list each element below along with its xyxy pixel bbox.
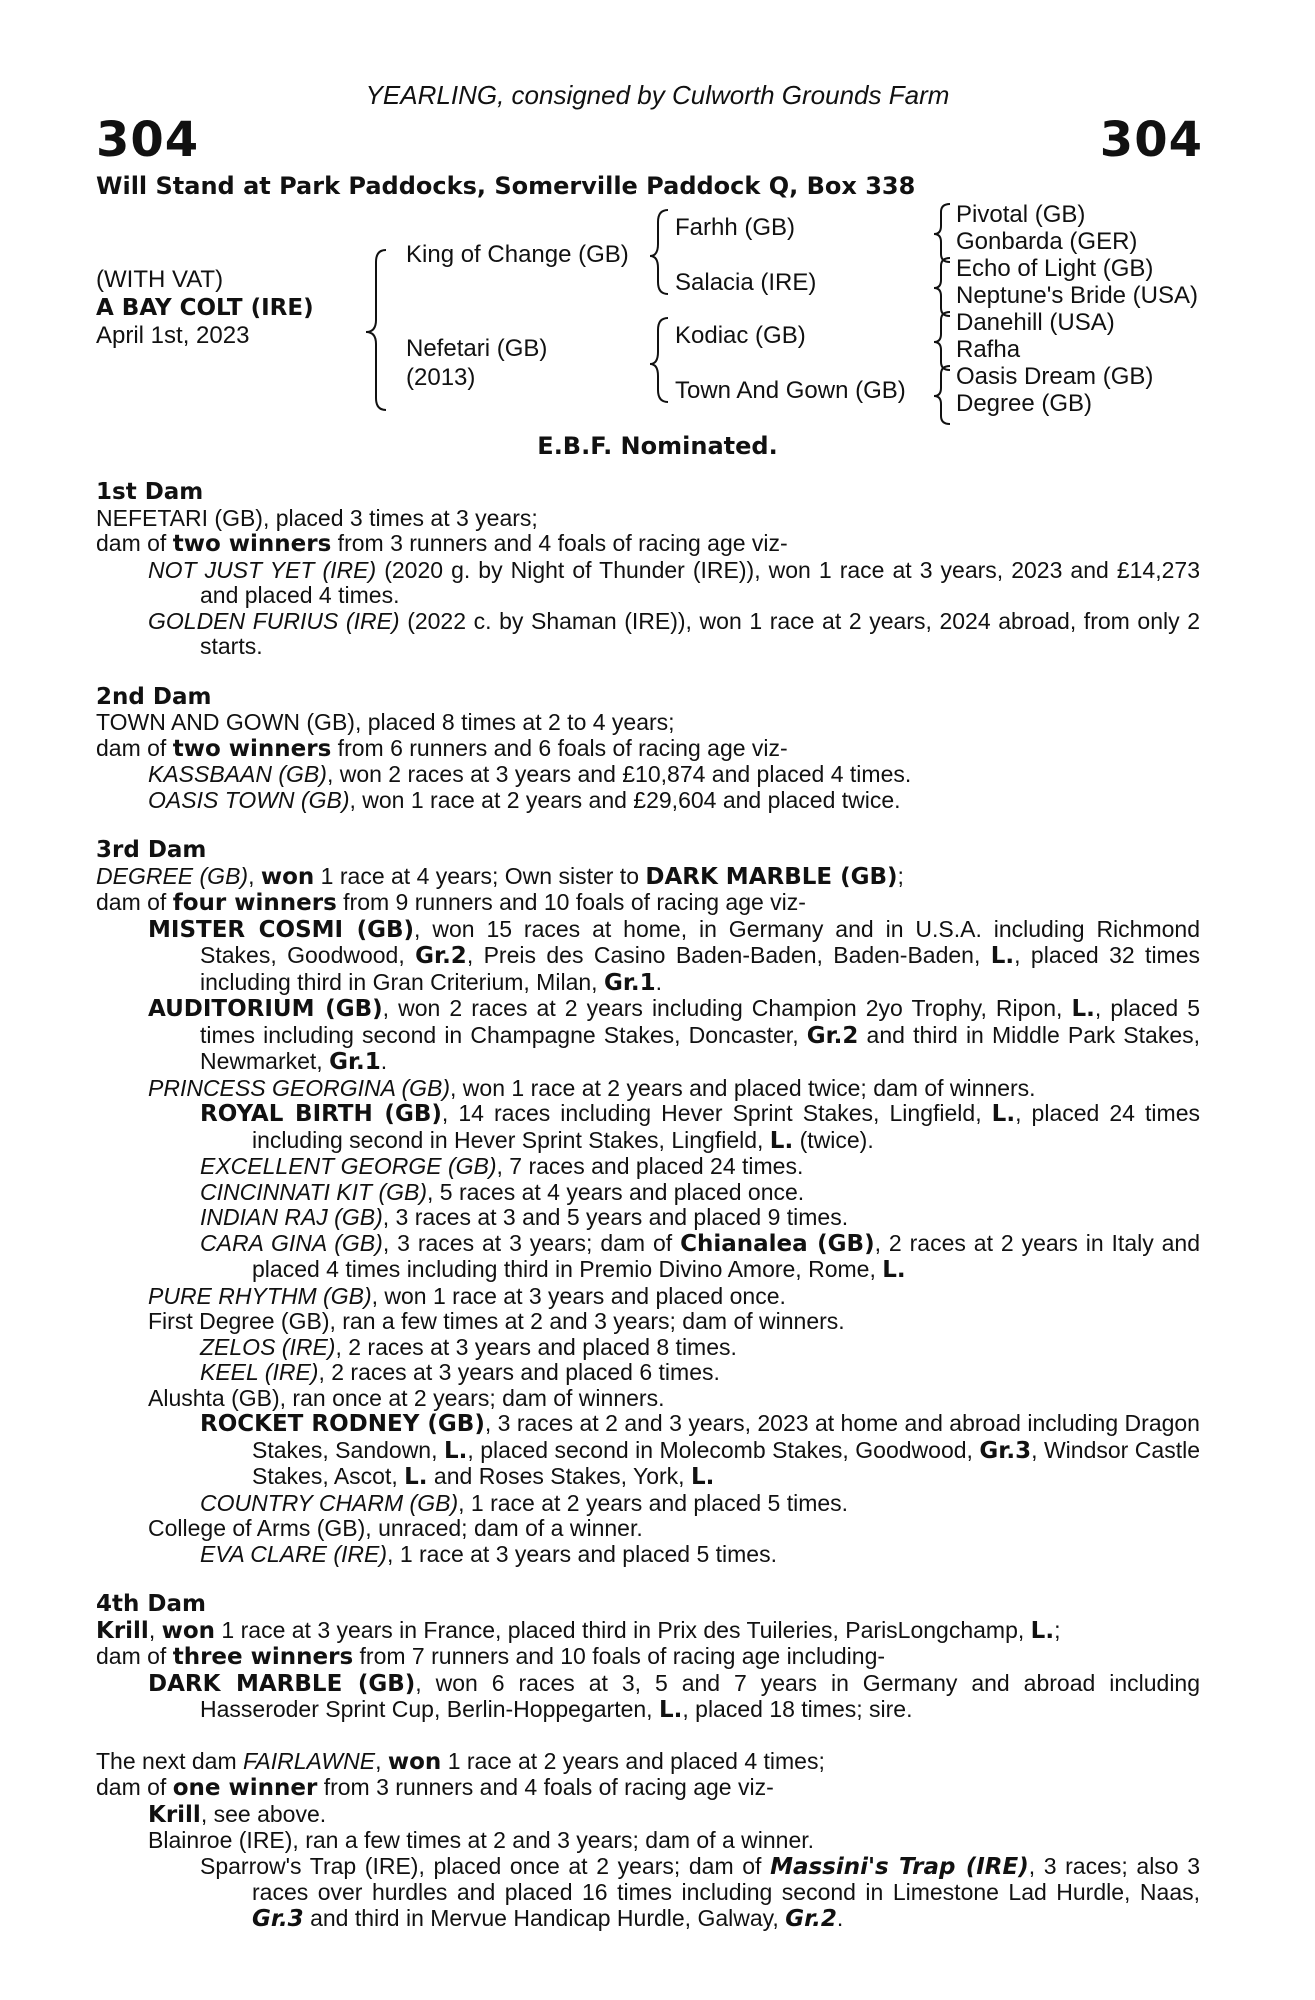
produce-record [96,480,1200,1957]
sire: King of Change (GB) [406,241,629,268]
first-dam-section [96,480,1200,660]
progeny-country-charm: COUNTRY CHARM (GB), 1 race at 2 years and placed 5 times. [200,1489,849,1516]
progeny-excellent-george: EXCELLENT GEORGE (GB), 7 races and placed 24 times. [200,1153,804,1179]
progeny-first-degree: First Degree (GB), ran a few times at 2 and 3 years; dam of winners. [148,1308,845,1334]
fourth-dam-name-line: Krill, won 1 race at 3 years in France, placed third in Prix des Tuileries, ParisLongchamp, L.; [96,1616,1061,1644]
sire-dam-dam: Neptune's Bride (USA) [956,282,1199,309]
dam-sire-sire: Danehill (USA) [956,309,1115,336]
lot-number-right: 304 [1099,112,1203,168]
lot-number-left: 304 [96,112,200,168]
progeny-royal-birth: ROYAL BIRTH (GB), 14 races including Hever Sprint Stakes, Lingfield, L., placed 24 times including second in Hever Sprint Stakes, Lingfield, L. (twice). [200,1100,1200,1154]
dam-sire-dam: Rafha [956,336,1021,363]
progeny-eva-clare: EVA CLARE (IRE), 1 race at 3 years and placed 5 times. [200,1540,777,1567]
third-dam-produce-summary: dam of four winners from 9 runners and 10 foals of racing age viz- [96,889,806,916]
second-dam-progeny-2: OASIS TOWN (GB), won 1 race at 2 years and £29,604 and placed twice. [148,786,901,813]
dam: Nefetari (GB) [406,335,548,362]
next-dam-section [96,1749,1200,1933]
first-dam-heading: 1st Dam [96,479,204,505]
first-dam-progeny-2: GOLDEN FURIUS (IRE) (2022 c. by Shaman (IRE)), won 1 race at 2 years, 2024 abroad, from only 2 starts. [148,607,1200,659]
fourth-dam-heading: 4th Dam [96,1591,206,1617]
first-dam-produce-summary: dam of two winners from 3 runners and 4 foals of racing age viz- [96,530,788,557]
sire-sire-sire: Pivotal (GB) [956,201,1086,228]
progeny-pure-rhythm: PURE RHYTHM (GB), won 1 race at 3 years and placed once. [148,1282,786,1309]
progeny-princess-georgina: PRINCESS GEORGINA (GB), won 1 race at 2 years and placed twice; dam of winners. [148,1074,1036,1101]
progeny-mister-cosmi: MISTER COSMI (GB), won 15 races at home, in Germany and in U.S.A. including Richmond Stakes, Goodwood, Gr.2, Preis des Casino Baden-Baden, Baden-Baden, L., placed 32 times including third in Gran Criterium, Milan, Gr.1. [148,915,1201,996]
fourth-dam-produce-summary: dam of three winners from 7 runners and 10 foals of racing age including- [96,1643,886,1670]
first-dam-progeny-1: NOT JUST YET (IRE) (2020 g. by Night of Thunder (IRE)), won 1 race at 3 years, 2023 and £14,273 and placed 4 times. [148,556,1200,608]
second-dam-heading: 2nd Dam [96,683,212,710]
dam-dam-dam: Degree (GB) [956,390,1093,417]
third-dam-name-line: DEGREE (GB), won 1 race at 4 years; Own sister to DARK MARBLE (GB); [96,862,904,890]
third-dam-heading: 3rd Dam [96,837,207,863]
dam-dam: Town And Gown (GB) [675,377,906,404]
progeny-rocket-rodney: ROCKET RODNEY (GB), 3 races at 2 and 3 years, 2023 at home and abroad including Dragon Stakes, Sandown, L., placed second in Molecomb Stakes, Goodwood, Gr.3, Windsor Castle Stakes, Ascot, L. and Roses Stakes, York, L. [200,1410,1200,1490]
progeny-krill: Krill, see above. [148,1800,327,1828]
progeny-sparrows-trap: Sparrow's Trap (IRE), placed once at 2 years; dam of Massini's Trap (IRE), 3 races; also 3 races over hurdles and placed 16 times including second in Limestone Lad Hurdle, Naas, Gr.3 and third in Mervue Handicap Hurdle, Galway, Gr.2. [200,1852,1201,1932]
next-dam-produce-summary: dam of one winner from 3 runners and 4 foals of racing age viz- [96,1774,774,1801]
consignment-line: YEARLING, consigned by Culworth Grounds Farm [365,80,950,110]
dam-dam-sire: Oasis Dream (GB) [956,363,1154,390]
second-dam-produce-summary: dam of two winners from 6 runners and 6 foals of racing age viz- [96,734,788,762]
second-dam-progeny-1: KASSBAAN (GB), won 2 races at 3 years and £10,874 and placed 4 times. [148,761,912,787]
progeny-indian-raj: INDIAN RAJ (GB), 3 races at 3 and 5 years and placed 9 times. [200,1204,849,1230]
progeny-cara-gina: CARA GINA (GB), 3 races at 3 years; dam of Chianalea (GB), 2 races at 2 years in Italy and placed 4 times including third in Premio Divino Amore, Rome, L. [200,1229,1201,1283]
progeny-blainroe: Blainroe (IRE), ran a few times at 2 and 3 years; dam of a winner. [148,1827,815,1853]
fourth-dam-section [96,1592,1200,1724]
dam-year: (2013) [406,364,476,391]
second-dam-section [96,685,1200,814]
horse-name: A BAY COLT (IRE) [96,295,314,321]
sire-dam: Salacia (IRE) [675,269,817,296]
third-dam-section [96,838,1200,1567]
sire-sire: Farhh (GB) [675,214,796,241]
dam-sire: Kodiac (GB) [675,322,806,349]
progeny-alushta: Alushta (GB), ran once at 2 years; dam of winners. [148,1384,665,1411]
progeny-dark-marble: DARK MARBLE (GB), won 6 races at 3, 5 and 7 years in Germany and abroad including Hasseroder Sprint Cup, Berlin-Hoppegarten, L., placed 18 times; sire. [148,1669,1201,1723]
sire-sire-dam: Gonbarda (GER) [956,228,1138,255]
progeny-college-of-arms: College of Arms (GB), unraced; dam of a winner. [148,1515,643,1541]
progeny-cincinnati-kit: CINCINNATI KIT (GB), 5 races at 4 years and placed once. [200,1178,805,1205]
foaling-date: April 1st, 2023 [96,322,250,349]
sire-dam-sire: Echo of Light (GB) [956,255,1154,282]
progeny-zelos: ZELOS (IRE), 2 races at 3 years and placed 8 times. [200,1333,737,1360]
second-dam-name-line: TOWN AND GOWN (GB), placed 8 times at 2 to 4 years; [96,709,675,735]
progeny-auditorium: AUDITORIUM (GB), won 2 races at 2 years including Champion 2yo Trophy, Ripon, L., placed 5 times including second in Champagne Stakes, Doncaster, Gr.2 and third in Middle Park Stakes, Newmarket, Gr.1. [148,995,1201,1075]
ebf-nomination: E.B.F. Nominated. [537,432,778,460]
next-dam-name-line: The next dam FAIRLAWNE, won 1 race at 2 years and placed 4 times; [96,1747,825,1775]
stabling-line: Will Stand at Park Paddocks, Somerville Paddock Q, Box 338 [96,172,916,200]
first-dam-name-line: NEFETARI (GB), placed 3 times at 3 years; [96,504,538,531]
vat-note: (WITH VAT) [96,266,224,293]
progeny-keel: KEEL (IRE), 2 races at 3 years and placed 6 times. [200,1359,720,1385]
